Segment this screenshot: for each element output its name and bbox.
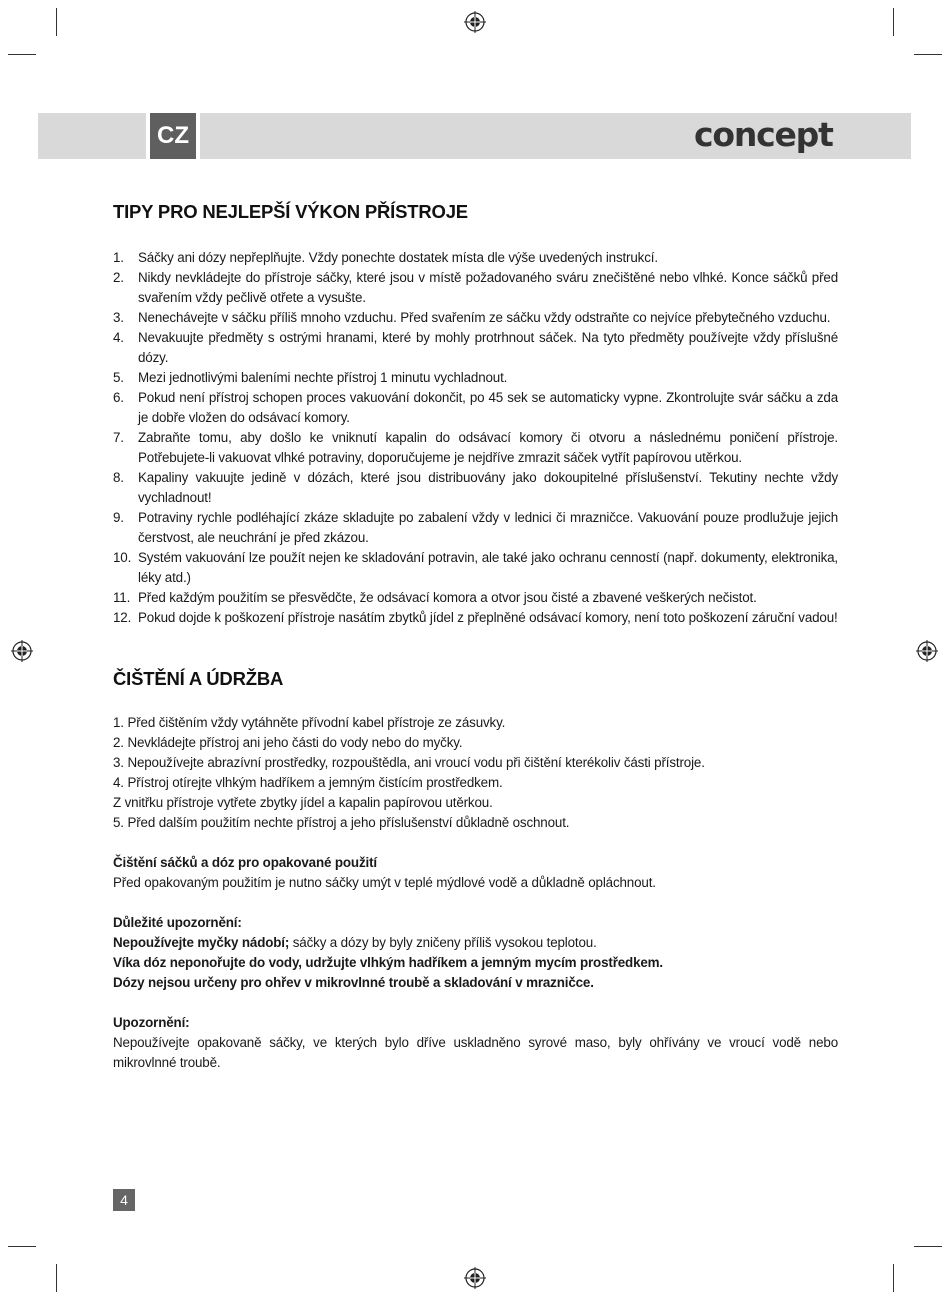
- bags-cleaning-block: [113, 853, 838, 893]
- important-notice-block: [113, 913, 838, 993]
- important-line1-rest: sáčky a dózy by byly zničeny příliš vysokou teplotou.: [289, 935, 597, 950]
- cleaning-step: 3. Nepoužívejte abrazívní prostředky, rozpouštědla, ani vroucí vodu při čištění kterékoliv části přístroje.: [113, 755, 705, 770]
- section-title-tips: TIPY PRO NEJLEPŠÍ VÝKON PŘÍSTROJE: [113, 201, 468, 222]
- important-heading: Důležité upozornění:: [113, 915, 242, 930]
- list-item: 9. Potraviny rychle podléhající zkáze skladujte po zabalení vždy v lednici či mrazničce. Vakuování pouze prodlužuje jejich čerstvost, ale neuchrání je před zkázou.: [113, 510, 838, 545]
- list-item: 5. Mezi jednotlivými baleními nechte přístroj 1 minutu vychladnout.: [113, 370, 508, 385]
- important-line3: Dózy nejsou určeny pro ohřev v mikrovlnné troubě a skladování v mrazničce.: [113, 975, 594, 990]
- crop-mark: [914, 54, 942, 55]
- crop-mark: [893, 1264, 894, 1292]
- important-line2: Víka dóz neponořujte do vody, udržujte vlhkým hadříkem a jemným mycím prostředkem.: [113, 955, 664, 970]
- crop-mark: [893, 8, 894, 36]
- list-item: 7. Zabraňte tomu, aby došlo ke vniknutí kapalin do odsávací komory či otvoru a následnému poničení přístroje. Potřebujete-li vakuovat vlhké potraviny, doporučujeme je nejdříve zmrazit sáček vytřít papírovou utěrkou.: [113, 430, 838, 465]
- cleaning-step: 1. Před čištěním vždy vytáhněte přívodní kabel přístroje ze zásuvky.: [113, 715, 506, 730]
- language-badge: CZ: [146, 113, 200, 159]
- crop-mark: [914, 1246, 942, 1247]
- section-title-cleaning: ČIŠTĚNÍ A ÚDRŽBA: [113, 668, 284, 689]
- warning-text: Nepoužívejte opakovaně sáčky, ve kterých bylo dříve uskladněno syrové maso, byly ohřívány ve vroucí vodě nebo mikrovlnné troubě.: [113, 1035, 838, 1070]
- list-item: 4. Nevakuujte předměty s ostrými hranami, které by mohly protrhnout sáček. Na tyto předměty používejte vždy příslušné dózy.: [113, 330, 838, 365]
- list-item: 6. Pokud není přístroj schopen proces vakuování dokončit, po 45 sek se automaticky vypne. Zkontrolujte svár sáčku a zda je dobře vložen do odsávací komory.: [113, 390, 838, 425]
- registration-mark-icon: [464, 1267, 486, 1289]
- cleaning-step: 4. Přístroj otírejte vlhkým hadříkem a jemným čistícím prostředkem.: [113, 775, 503, 790]
- list-item: 3. Nenechávejte v sáčku příliš mnoho vzduchu. Před svařením ze sáčku vždy odstraňte co nejvíce přebytečného vzduchu.: [113, 310, 831, 325]
- crop-mark: [8, 1246, 36, 1247]
- crop-mark: [56, 1264, 57, 1292]
- list-item: 10. Systém vakuování lze použít nejen ke skladování potravin, ale také jako ochranu cenností (např. dokumenty, elektronika, léky atd.): [113, 550, 838, 585]
- warning-heading: Upozornění:: [113, 1015, 190, 1030]
- list-item: 11. Před každým použitím se přesvědčte, že odsávací komora a otvor jsou čisté a zbavené veškerých nečistot.: [113, 590, 757, 605]
- list-item: 2. Nikdy nevkládejte do přístroje sáčky, které jsou v místě požadovaného sváru znečištěné nebo vlhké. Konce sáčků před svařením vždy pečlivě otřete a vysušte.: [113, 270, 838, 305]
- page-content: [113, 196, 838, 1073]
- cleaning-steps: [113, 713, 838, 833]
- bags-heading: Čištění sáčků a dóz pro opakované použití: [113, 855, 377, 870]
- page-number: 4: [113, 1189, 135, 1211]
- cleaning-step: 5. Před dalším použitím nechte přístroj a jeho příslušenství důkladně oschnout.: [113, 815, 570, 830]
- crop-mark: [56, 8, 57, 36]
- registration-mark-icon: [11, 640, 33, 662]
- cleaning-step: Z vnitřku přístroje vytřete zbytky jídel a kapalin papírovou utěrkou.: [113, 795, 493, 810]
- brand-logo: concept: [694, 115, 833, 154]
- cleaning-step: 2. Nevkládejte přístroj ani jeho části do vody nebo do myčky.: [113, 735, 463, 750]
- bags-text: Před opakovaným použitím je nutno sáčky umýt v teplé mýdlové vodě a důkladně opláchnout.: [113, 875, 656, 890]
- list-item: 8. Kapaliny vakuujte jedině v dózách, které jsou distribuovány jako dokoupitelné příslušenství. Tekutiny nechte vždy vychladnout!: [113, 470, 838, 505]
- registration-mark-icon: [916, 640, 938, 662]
- list-item: 1. Sáčky ani dózy nepřeplňujte. Vždy ponechte dostatek místa dle výše uvedených instrukcí.: [113, 250, 658, 265]
- important-line1-bold: Nepoužívejte myčky nádobí;: [113, 935, 290, 950]
- warning-block: [113, 1013, 838, 1073]
- list-item: 12. Pokud dojde k poškození přístroje nasátím zbytků jídel z přeplněné odsávací komory, není toto poškození záruční vadou!: [113, 610, 838, 625]
- registration-mark-icon: [464, 11, 486, 33]
- crop-mark: [8, 54, 36, 55]
- tips-list: [113, 248, 838, 628]
